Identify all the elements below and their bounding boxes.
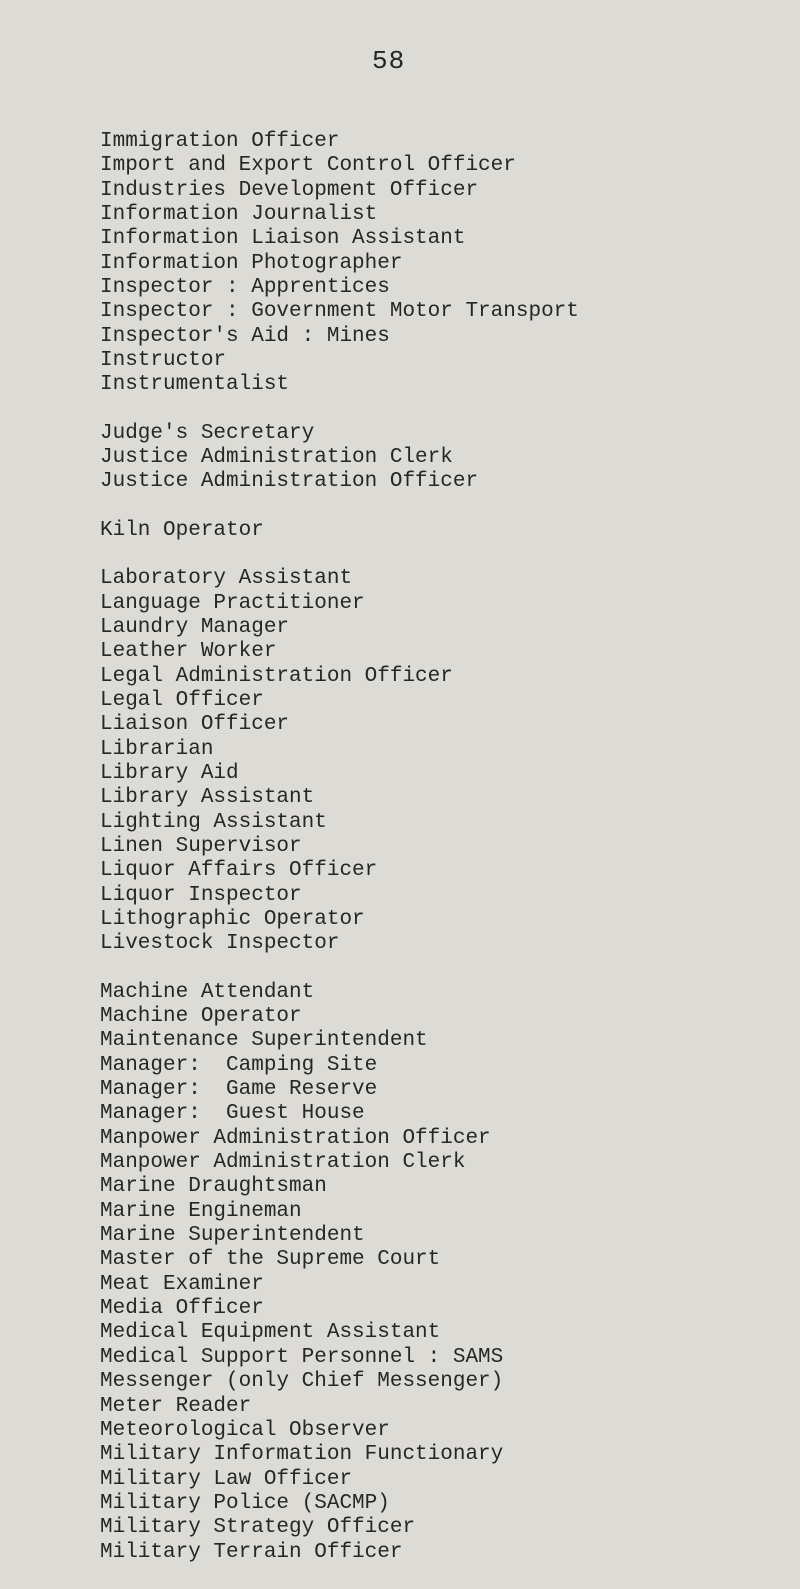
occupation-group	[100, 519, 790, 543]
occupation-entry: Linen Supervisor	[100, 834, 302, 858]
occupation-entry: Livestock Inspector	[100, 932, 340, 956]
occupation-entry: Justice Administration Officer	[100, 470, 479, 494]
occupation-entry: Leather Worker	[100, 640, 277, 664]
occupation-entry: Laundry Manager	[100, 615, 290, 639]
occupation-entry: Instrumentalist	[100, 373, 290, 397]
occupation-entry: Liaison Officer	[100, 713, 290, 737]
occupation-entry: Manpower Administration Officer	[100, 1126, 491, 1150]
occupation-entry: Judge's Secretary	[100, 421, 315, 445]
occupation-entry: Marine Superintendent	[100, 1224, 365, 1248]
occupation-entry: Machine Attendant	[100, 980, 315, 1004]
occupation-entry: Legal Officer	[100, 688, 264, 712]
occupation-entry: Machine Operator	[100, 1005, 302, 1028]
occupation-entry: Language Practitioner	[100, 591, 365, 615]
occupation-entry: Kiln Operator	[100, 518, 264, 542]
occupation-entry: Industries Development Officer	[100, 178, 479, 202]
occupation-entry: Inspector : Government Motor Transport	[100, 300, 579, 324]
occupation-entry: Information Photographer	[100, 251, 403, 275]
occupation-entry: Librarian	[100, 737, 214, 761]
occupation-entry: Lithographic Operator	[100, 907, 365, 931]
occupation-entry: Military Information Functionary	[100, 1443, 504, 1467]
occupation-entry: Liquor Affairs Officer	[100, 859, 378, 883]
occupation-entry: Lighting Assistant	[100, 810, 327, 834]
occupation-entry: Medical Equipment Assistant	[100, 1321, 441, 1345]
occupation-entry: Import and Export Control Officer	[100, 154, 516, 178]
occupation-entry: Instructor	[100, 349, 227, 373]
occupation-entry: Justice Administration Clerk	[100, 446, 453, 470]
occupation-entry: Meter Reader	[100, 1394, 252, 1418]
occupation-entry: Library Aid	[100, 761, 239, 785]
occupation-entry: Laboratory Assistant	[100, 567, 353, 591]
occupation-entry: Maintenance Superintendent	[100, 1029, 428, 1053]
occupation-entry: Media Officer	[100, 1297, 264, 1321]
occupation-entry: Inspector's Aid : Mines	[100, 324, 390, 348]
occupation-entry: Military Police (SACMP)	[100, 1491, 390, 1515]
occupation-entry: Information Liaison Assistant	[100, 227, 466, 251]
occupation-entry: Immigration Officer	[100, 130, 340, 153]
occupation-entry: Legal Administration Officer	[100, 664, 453, 688]
occupation-entry: Marine Engineman	[100, 1199, 302, 1223]
occupation-entry: Manager: Guest House	[100, 1102, 365, 1126]
occupation-group	[100, 981, 790, 1565]
occupation-entry: Manager: Game Reserve	[100, 1078, 378, 1102]
occupation-entry: Medical Support Personnel : SAMS	[100, 1345, 504, 1369]
page-number: 58	[372, 46, 406, 76]
occupation-entry: Liquor Inspector	[100, 883, 302, 907]
occupation-entry: Manager: Camping Site	[100, 1053, 378, 1077]
occupation-entry: Library Assistant	[100, 786, 315, 810]
occupation-entry: Messenger (only Chief Messenger)	[100, 1370, 504, 1394]
occupation-entry: Master of the Supreme Court	[100, 1248, 441, 1272]
occupation-entry: Manpower Administration Clerk	[100, 1151, 466, 1175]
occupation-group	[100, 130, 790, 398]
occupation-entry: Meteorological Observer	[100, 1418, 390, 1442]
occupation-entry: Military Law Officer	[100, 1467, 353, 1491]
occupation-entry: Marine Draughtsman	[100, 1175, 327, 1199]
occupation-entry: Military Terrain Officer	[100, 1540, 403, 1564]
occupation-group	[100, 422, 790, 495]
occupation-group	[100, 567, 790, 957]
occupation-entry: Information Journalist	[100, 203, 378, 227]
occupation-list	[100, 130, 790, 1589]
occupation-entry: Military Strategy Officer	[100, 1516, 416, 1540]
occupation-entry: Inspector : Apprentices	[100, 276, 390, 300]
occupation-entry: Meat Examiner	[100, 1272, 264, 1296]
